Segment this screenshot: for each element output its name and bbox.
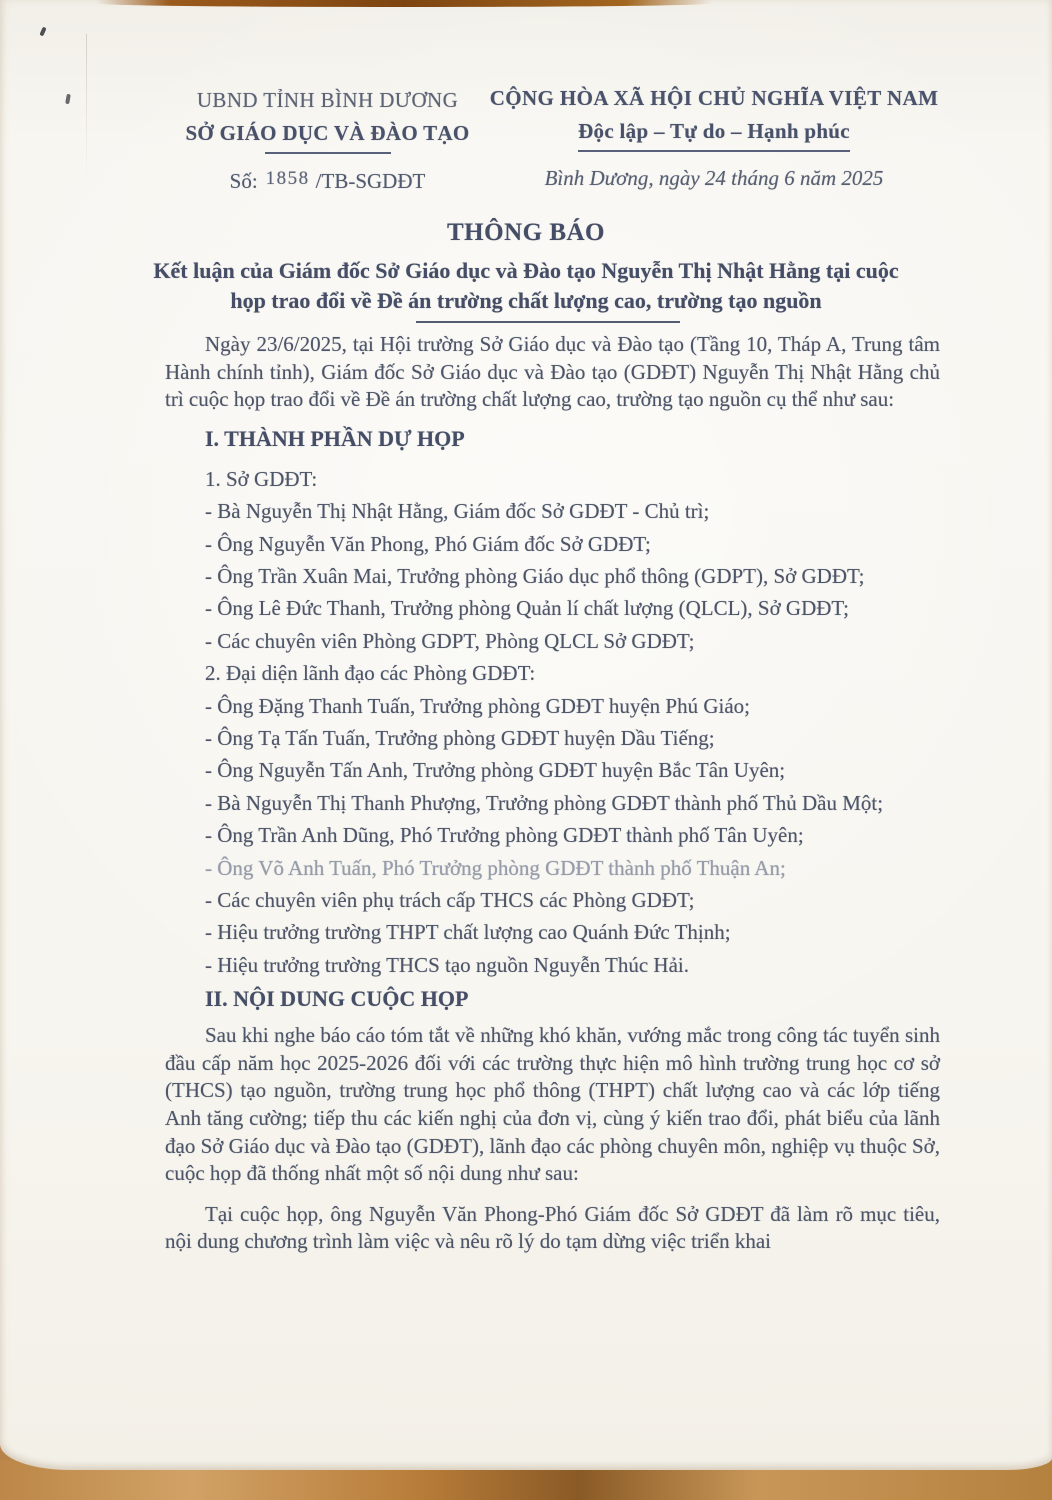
document-number-suffix: /TB-SGDĐT (315, 169, 426, 193)
list-item-faded: - Ông Võ Anh Tuấn, Phó Trưởng phòng GDĐT thành phố Thuận An; (205, 855, 786, 880)
list-item: - Ông Trần Anh Dũng, Phó Trưởng phòng GDĐT thành phố Tân Uyên; (205, 823, 804, 848)
list-item: - Các chuyên viên Phòng GDPT, Phòng QLCL Sở GDĐT; (205, 628, 695, 653)
list-item: - Hiệu trưởng trường THCS tạo nguồn Nguyễn Thúc Hải. (205, 952, 689, 977)
list-item: - Ông Nguyễn Văn Phong, Phó Giám đốc Sở GDĐT; (205, 531, 651, 556)
title-block (0, 219, 1052, 323)
subtitle-underline (416, 321, 680, 323)
list-item: - Ông Lê Đức Thanh, Trưởng phòng Quản lí chất lượng (QLCL), Sở GDĐT; (205, 596, 849, 621)
list-item: - Các chuyên viên phụ trách cấp THCS các Phòng GDĐT; (205, 888, 695, 913)
national-title: CỘNG HÒA XÃ HỘI CHỦ NGHĨA VIỆT NAM (489, 86, 939, 110)
document-title: THÔNG BÁO (447, 219, 605, 246)
department-underline (265, 152, 391, 154)
list-item: - Hiệu trưởng trường THPT chất lượng cao Quánh Đức Thịnh; (205, 920, 731, 945)
intro-paragraph: Ngày 23/6/2025, tại Hội trường Sở Giáo dục và Đào tạo (Tầng 10, Tháp A, Trung tâm Hành chính tỉnh), Giám đốc Sở Giáo dục và Đào tạo (GDĐT) Nguyễn Thị Nhật Hằng chủ trì cuộc họp trao đổi về Đề án trường chất lượng cao, trường tạo nguồn cụ thể như sau: (165, 332, 940, 412)
document-number (170, 169, 485, 194)
attendee-list (165, 466, 940, 980)
list-item: - Bà Nguyễn Thị Thanh Phượng, Trưởng phòng GDĐT thành phố Thủ Dầu Một; (205, 790, 884, 815)
list-item: 1. Sở GDĐT: (205, 466, 318, 491)
pen-mark (65, 94, 71, 105)
content-paragraph-truncated: Tại cuộc họp, ông Nguyễn Văn Phong-Phó Giám đốc Sở GDĐT đã làm rõ mục tiêu, nội dung chương trình làm việc và nêu rõ lý do tạm dừng việc triển khai (165, 1201, 940, 1254)
list-item: - Ông Tạ Tấn Tuấn, Trưởng phòng GDĐT huyện Dầu Tiếng; (205, 726, 715, 751)
document-number-value: 1858 (265, 168, 310, 189)
authority-department-name: SỞ GIÁO DỤC VÀ ĐÀO TẠO (185, 121, 470, 145)
motto-underline (578, 150, 850, 152)
section2-heading: II. NỘI DUNG CUỘC HỌP (205, 986, 469, 1012)
list-item: - Ông Trần Xuân Mai, Trưởng phòng Giáo dục phổ thông (GDPT), Sở GDĐT; (205, 564, 865, 588)
section1-heading: I. THÀNH PHẦN DỰ HỌP (205, 425, 465, 451)
document-body (165, 331, 940, 1256)
list-item: 2. Đại diện lãnh đạo các Phòng GDĐT: (205, 661, 536, 686)
desk-wood-top-edge (96, 0, 712, 7)
authority-parent-name: UBND TỈNH BÌNH DƯƠNG (196, 88, 459, 112)
list-item: - Ông Nguyễn Tấn Anh, Trưởng phòng GDĐT huyện Bắc Tân Uyên; (205, 758, 786, 783)
list-item: - Bà Nguyễn Thị Nhật Hằng, Giám đốc Sở GDĐT - Chủ trì; (205, 499, 710, 524)
national-header-block (488, 86, 940, 191)
paper-crease (86, 34, 87, 184)
content-paragraph: Sau khi nghe báo cáo tóm tắt về những khó khăn, vướng mắc trong công tác tuyển sinh đầu cấp năm học 2025-2026 đối với các trường thực hiện mô hình trường trung học cơ sở (THCS) tạo nguồn, trường trung học phổ thông (THPT) chất lượng cao và các lớp tiếng Anh tăng cường; tiếp thu các kiến nghị của đơn vị, cùng ý kiến trao đổi, phát biểu của lãnh đạo Sở Giáo dục và Đào tạo (GDĐT), lãnh đạo các phòng chuyên môn, nghiệp vụ thuộc Sở, cuộc họp đã thống nhất một số nội dung như sau: (165, 1023, 940, 1186)
document-subtitle: Kết luận của Giám đốc Sở Giáo dục và Đào tạo Nguyễn Thị Nhật Hằng tại cuộc họp trao đổi về Đề án trường chất lượng cao, trường tạo nguồn (153, 258, 899, 313)
place-and-date: Bình Dương, ngày 24 tháng 6 năm 2025 (544, 166, 884, 190)
issuing-authority-block (170, 88, 485, 194)
list-item: - Ông Đặng Thanh Tuấn, Trưởng phòng GDĐT huyện Phú Giáo; (205, 693, 750, 718)
pen-mark (39, 27, 46, 37)
national-motto: Độc lập – Tự do – Hạnh phúc (578, 119, 850, 143)
document-number-label: Số: (229, 169, 258, 193)
